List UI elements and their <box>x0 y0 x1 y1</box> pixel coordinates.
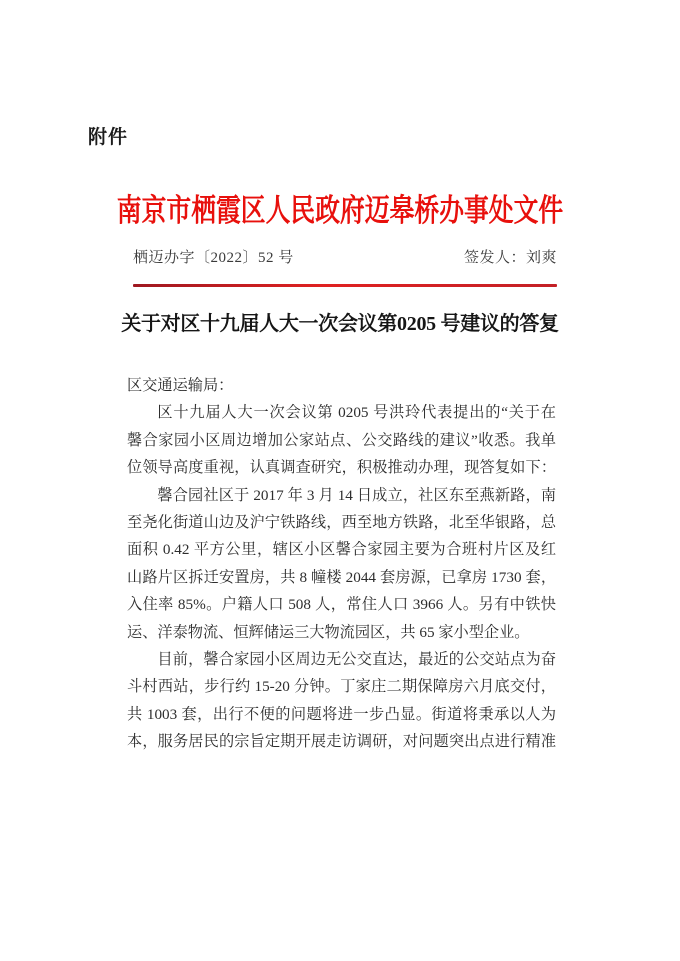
body-line: 共 1003 套，出行不便的问题将进一步凸显。街道将秉承以人为 <box>127 705 556 723</box>
body-line: 斗村西站，步行约 15-20 分钟。丁家庄二期保障房六月底交付， <box>127 678 556 696</box>
body-line: 入住率 85%。户籍人口 508 人，常住人口 3966 人。另有中铁快 <box>127 596 556 614</box>
letterhead-org-title <box>0 185 680 230</box>
doc-number: 栖迈办字〔2022〕52 号 <box>133 250 294 266</box>
body-line: 面积 0.42 平方公里，辖区小区馨合家园主要为合班村片区及红 <box>127 541 556 559</box>
body-line: 运、洋泰物流、恒辉储运三大物流园区，共 65 家小型企业。 <box>127 623 530 641</box>
document-title: 关于对区十九届人大一次会议第0205 号建议的答复 <box>121 313 559 335</box>
body-line: 馨合园社区于 2017 年 3 月 14 日成立，社区东至燕新路，南 <box>157 486 556 504</box>
body-line: 目前，馨合家园小区周边无公交直达，最近的公交站点为奋 <box>157 651 556 669</box>
body-line: 本，服务居民的宗旨定期开展走访调研，对问题突出点进行精准 <box>127 733 556 751</box>
body-line: 区交通运输局： <box>127 377 234 394</box>
letterhead-meta-row <box>133 246 557 267</box>
body-line: 馨合家园小区周边增加公家站点、公交路线的建议”收悉。我单 <box>127 431 556 449</box>
body-line: 位领导高度重视，认真调查研究，积极推动办理，现答复如下： <box>127 459 556 477</box>
body-line: 区十九届人大一次会议第 0205 号洪玲代表提出的“关于在 <box>157 404 556 422</box>
body-line: 至尧化街道山边及沪宁铁路线，西至地方铁路，北至华银路，总 <box>127 514 556 532</box>
letterhead-org-title-text: 南京市栖霞区人民政府迈皋桥办事处文件 <box>116 193 564 228</box>
signer: 签发人：刘爽 <box>463 250 557 266</box>
attachment-label: 附件 <box>88 127 129 148</box>
body-line: 山路片区拆迁安置房，共 8 幢楼 2044 套房源，已拿房 1730 套， <box>127 568 556 586</box>
letterhead-divider-rule <box>133 284 557 287</box>
document-body <box>127 372 556 756</box>
